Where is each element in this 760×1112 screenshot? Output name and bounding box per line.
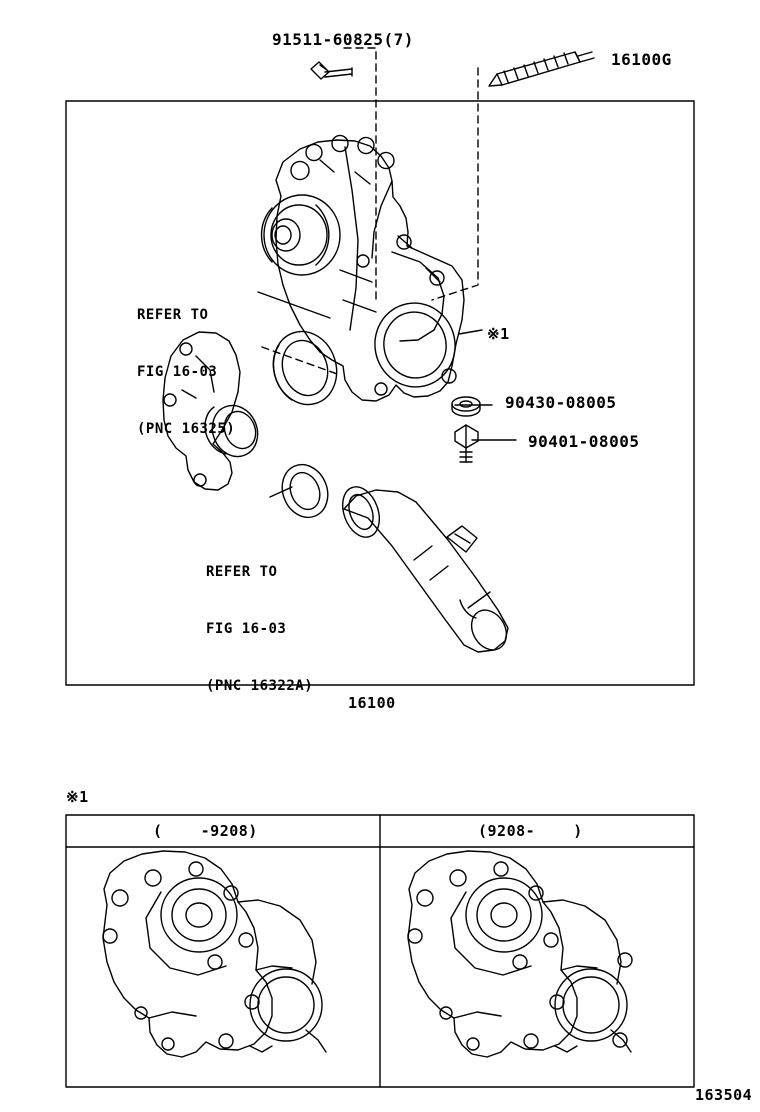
note-table-mark: ※1	[66, 788, 89, 806]
refer-block-16325	[137, 268, 235, 477]
refer-16322a-line-3: (PNC 16322A)	[206, 678, 314, 694]
refer-16325-line-3: (PNC 16325)	[137, 421, 236, 437]
callout-bolt-90401: 90401-08005	[528, 432, 640, 451]
bolt-90401-08005	[455, 425, 478, 462]
callout-stud-16100g: 16100G	[611, 50, 672, 69]
leader-mark-1	[459, 330, 482, 334]
refer-16325-line-1: REFER TO	[137, 307, 209, 323]
refer-block-16322a	[206, 525, 313, 734]
note-column-header-before-9208: ( -9208)	[153, 822, 258, 840]
leader-stud	[432, 68, 478, 300]
water-inlet-pipe	[336, 482, 513, 656]
stud-bolt-16100G	[489, 52, 594, 86]
refer-16325-line-2: FIG 16-03	[137, 364, 218, 380]
leader-refer-16322a	[270, 487, 292, 497]
refer-16322a-line-2: FIG 16-03	[206, 621, 287, 637]
variant-pump-before-9208	[103, 851, 326, 1057]
refer-16322a-line-1: REFER TO	[206, 564, 278, 580]
sheet-number: 163504	[695, 1086, 753, 1104]
washer-90430-08005	[452, 397, 480, 416]
note-column-header-after-9208: (9208- )	[478, 822, 583, 840]
callout-bolt-top: 91511-60825(7)	[272, 30, 414, 49]
callout-washer-90430: 90430-08005	[505, 393, 617, 412]
callout-mark-pump-body: ※1	[487, 325, 510, 343]
gasket-16325	[264, 323, 346, 413]
water-pump-body	[262, 136, 464, 402]
bolt-91511-60825	[311, 62, 352, 79]
variant-pump-after-9208	[408, 851, 632, 1057]
callout-assembly-16100: 16100	[348, 694, 396, 712]
